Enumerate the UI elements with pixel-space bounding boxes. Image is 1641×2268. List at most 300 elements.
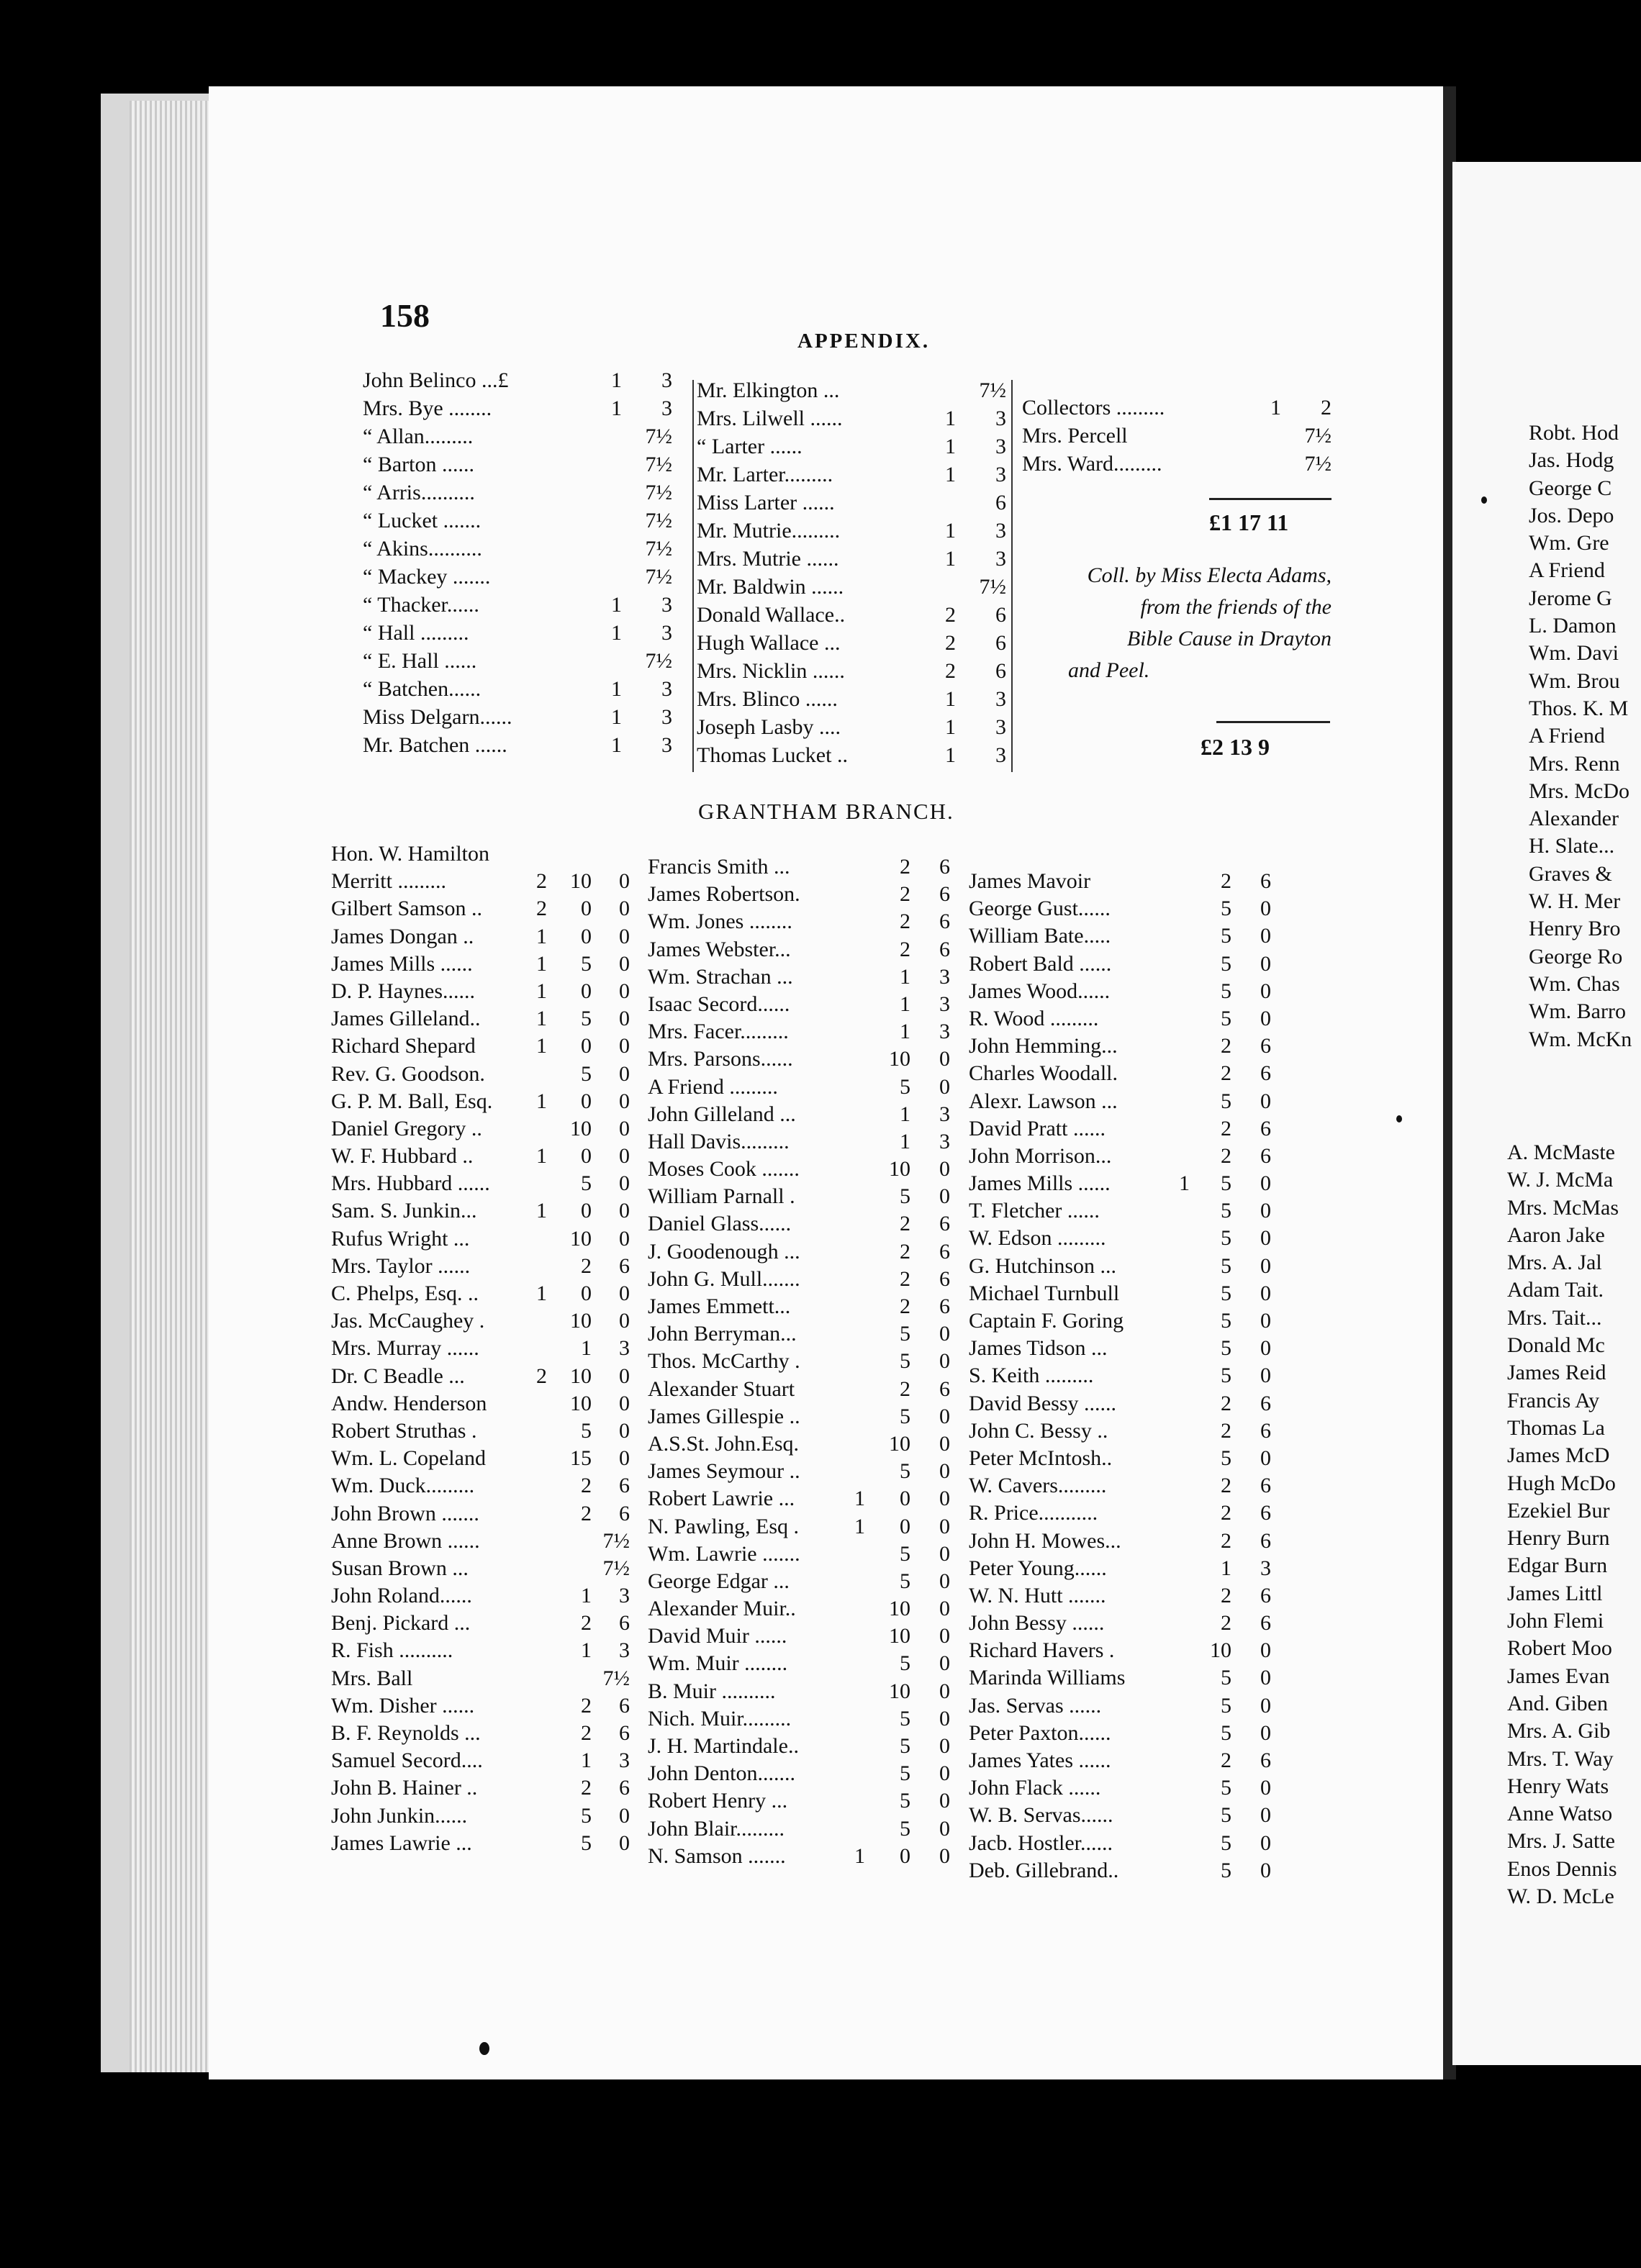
shillings-value: 1	[611, 396, 622, 420]
facing-entry: A. McMaste	[1507, 1140, 1615, 1164]
pence-value: 7½	[602, 1666, 630, 1690]
entry-name: John Denton.......	[648, 1761, 795, 1786]
shillings-value: 5	[581, 1061, 592, 1086]
pence-value: 0	[939, 1761, 950, 1786]
page-header: APPENDIX.	[797, 330, 931, 353]
entry-name: Hugh Wallace ...	[697, 631, 841, 655]
entry-name: David Pratt ......	[969, 1116, 1106, 1140]
facing-entry: Wm. Brou	[1529, 668, 1620, 693]
entry-name: George Gust......	[969, 897, 1111, 921]
pence-value: 6	[939, 1376, 950, 1401]
pence-value: 0	[619, 979, 630, 1003]
shillings-value: 2	[900, 882, 910, 907]
entry-row	[969, 979, 1285, 1007]
shillings-value: 2	[581, 1474, 592, 1498]
pence-value: 0	[1260, 1831, 1271, 1855]
pence-value: 7½	[645, 509, 672, 532]
entry-row	[331, 1336, 633, 1364]
shillings-value: 1	[1270, 396, 1281, 419]
entry-name: James Robertson.	[648, 882, 800, 907]
pence-value: 6	[939, 882, 950, 907]
shillings-value: 2	[1221, 1391, 1231, 1415]
entry-name: James Dongan ..	[331, 924, 474, 948]
facing-entry: Henry Burn	[1507, 1526, 1610, 1551]
pence-value: 0	[939, 1789, 950, 1813]
shillings-value: 5	[900, 1541, 910, 1566]
entry-row	[648, 1130, 950, 1157]
shillings-value: 5	[900, 1184, 910, 1209]
entry-row	[697, 715, 1006, 743]
column-divider	[692, 380, 694, 772]
pence-value: 6	[619, 1474, 630, 1498]
entry-row	[648, 1761, 950, 1789]
top-column-3	[1022, 396, 1339, 480]
pence-value: 0	[939, 1843, 950, 1868]
pence-value: 7½	[645, 565, 672, 589]
shillings-value: 10	[570, 869, 592, 894]
pence-value: 6	[939, 855, 950, 879]
shillings-value: 5	[1221, 1364, 1231, 1388]
subtotal-rule	[1209, 498, 1332, 500]
pence-value: 0	[1260, 951, 1271, 976]
facing-entry: James McD	[1507, 1443, 1610, 1468]
top-column-2	[697, 378, 1006, 771]
pence-value: 6	[995, 631, 1006, 655]
facing-entry: Wm. Chas	[1529, 971, 1620, 996]
shillings-value: 5	[1221, 1171, 1231, 1196]
pence-value: 0	[1260, 1803, 1271, 1828]
facing-entry: Jos. Depo	[1529, 503, 1614, 527]
entry-row	[331, 1062, 633, 1089]
shillings-value: 2	[1221, 1418, 1231, 1443]
entry-name: Mr. Batchen ......	[363, 733, 507, 757]
entry-row	[969, 1034, 1285, 1061]
entry-name: Alexander Stuart	[648, 1376, 795, 1401]
shillings-value: 1	[581, 1638, 592, 1663]
entry-name: Captain F. Goring	[969, 1309, 1124, 1333]
entry-row	[331, 1556, 633, 1584]
entry-row	[331, 1392, 633, 1419]
entry-row	[331, 1117, 633, 1144]
pence-value: 3	[995, 407, 1006, 430]
pence-value: 7½	[1304, 452, 1332, 476]
pence-value: 0	[939, 1514, 950, 1538]
shillings-value: 10	[889, 1047, 910, 1071]
pence-value: 0	[619, 1446, 630, 1471]
entry-name: Merritt .........	[331, 869, 446, 894]
entry-name: Wm. L. Copeland	[331, 1446, 486, 1471]
shillings-value: 2	[1221, 869, 1231, 893]
pence-value: 7½	[979, 378, 1006, 402]
pence-value: 0	[939, 1047, 950, 1071]
entry-name: Alexr. Lawson ...	[969, 1089, 1118, 1113]
entry-row	[331, 1309, 633, 1336]
entry-row	[648, 1432, 950, 1459]
shillings-value: 5	[900, 1761, 910, 1786]
entry-row	[697, 659, 1006, 687]
entry-name: James Tidson ...	[969, 1336, 1108, 1361]
entry-row	[331, 1282, 633, 1309]
facing-entry: Edgar Burn	[1507, 1553, 1608, 1578]
pence-value: 0	[619, 1116, 630, 1140]
pence-value: 2	[1321, 396, 1332, 419]
pence-value: 0	[939, 1184, 950, 1209]
pounds-value: 1	[536, 1034, 547, 1058]
facing-entry: Wm. Gre	[1529, 531, 1609, 555]
pence-value: 0	[619, 1282, 630, 1305]
facing-entry: Francis Ay	[1507, 1388, 1600, 1412]
entry-name: W. N. Hutt .......	[969, 1583, 1106, 1607]
shillings-value: 5	[1221, 1720, 1231, 1745]
pence-value: 0	[619, 1831, 630, 1855]
ink-spot	[1396, 1115, 1402, 1122]
shillings-value: 1	[945, 463, 956, 486]
pence-value: 6	[1260, 1418, 1271, 1443]
shillings-value: 5	[1221, 1446, 1231, 1470]
entry-row	[648, 965, 950, 992]
entry-name: Mrs. Facer.........	[648, 1020, 789, 1044]
pounds-value: 1	[536, 1199, 547, 1223]
facing-entry: Thomas La	[1507, 1415, 1605, 1440]
entry-row	[648, 1102, 950, 1130]
shillings-value: 10	[889, 1597, 910, 1621]
entry-row	[331, 1666, 633, 1694]
shillings-value: 0	[900, 1514, 910, 1538]
shillings-value: 10	[570, 1364, 592, 1388]
entry-row	[648, 1569, 950, 1597]
pence-value: 3	[995, 687, 1006, 711]
pence-value: 3	[661, 593, 672, 617]
shillings-value: 5	[1221, 1253, 1231, 1278]
pence-value: 6	[1260, 1061, 1271, 1086]
shillings-value: 10	[570, 1309, 592, 1333]
entry-name: Wm. Muir ........	[648, 1651, 788, 1676]
shillings-value: 1	[945, 547, 956, 571]
entry-name: Mrs. Bye ........	[363, 396, 492, 420]
pence-value: 7½	[1304, 424, 1332, 448]
shillings-value: 10	[570, 1226, 592, 1251]
shillings-value: 0	[581, 979, 592, 1003]
shillings-value: 2	[900, 1212, 910, 1236]
pence-value: 6	[1260, 1501, 1271, 1525]
entry-name: John Hemming...	[969, 1034, 1118, 1058]
facing-entry: H. Slate...	[1529, 834, 1615, 858]
pence-value: 6	[619, 1721, 630, 1745]
entry-row	[331, 1502, 633, 1529]
shillings-value: 2	[1221, 1116, 1231, 1140]
facing-entry: Mrs. A. Gib	[1507, 1719, 1611, 1743]
top-column-1	[363, 368, 672, 761]
entry-row	[363, 649, 672, 677]
entry-row	[648, 1624, 950, 1651]
entry-row	[648, 1322, 950, 1349]
shillings-value: 2	[1221, 1474, 1231, 1498]
entry-name: N. Samson .......	[648, 1843, 786, 1868]
pence-value: 0	[939, 1349, 950, 1374]
entry-row	[648, 938, 950, 965]
grantham-column-2	[648, 855, 950, 1872]
shillings-value: 1	[611, 705, 622, 729]
facing-entry: Mrs. T. Way	[1507, 1746, 1614, 1771]
pence-value: 3	[995, 547, 1006, 571]
pounds-value: 1	[1179, 1171, 1190, 1196]
entry-row	[363, 621, 672, 649]
entry-name: Gilbert Samson ..	[331, 897, 482, 921]
shillings-value: 1	[945, 435, 956, 458]
entry-name: “ Hall .........	[363, 621, 469, 645]
pence-value: 0	[939, 1597, 950, 1621]
entry-row	[331, 1144, 633, 1171]
entry-name: David Muir ......	[648, 1624, 787, 1648]
entry-row	[648, 1515, 950, 1542]
shillings-value: 5	[581, 1803, 592, 1828]
entry-name: Samuel Secord....	[331, 1748, 483, 1773]
shillings-value: 2	[900, 1239, 910, 1264]
entry-name: J. H. Martindale..	[648, 1734, 799, 1758]
entry-name: “ Allan.........	[363, 425, 474, 448]
entry-name: A.S.St. John.Esq.	[648, 1431, 800, 1456]
entry-row	[969, 1721, 1285, 1748]
shillings-value: 10	[889, 1624, 910, 1648]
pounds-value: 2	[536, 869, 547, 894]
shillings-value: 10	[889, 1431, 910, 1456]
facing-page-block-2	[1507, 1140, 1619, 1912]
entry-name: Rev. G. Goodson.	[331, 1061, 485, 1086]
entry-name: C. Phelps, Esq. ..	[331, 1282, 479, 1305]
entry-name: Michael Turnbull	[969, 1281, 1120, 1305]
facing-entry: Anne Watso	[1507, 1802, 1613, 1826]
shillings-value: 5	[1221, 1006, 1231, 1030]
entry-name: Sam. S. Junkin...	[331, 1199, 477, 1223]
pence-value: 3	[619, 1748, 630, 1773]
shillings-value: 5	[581, 1171, 592, 1196]
entry-row	[697, 575, 1006, 603]
entry-row	[969, 1556, 1285, 1584]
entry-row	[648, 1294, 950, 1322]
pence-value: 6	[1260, 1391, 1271, 1415]
entry-row	[363, 368, 672, 396]
entry-row	[648, 1487, 950, 1514]
collection-total: £2 13 9	[1201, 734, 1270, 760]
shillings-value: 0	[581, 1034, 592, 1058]
shillings-value: 5	[1221, 1858, 1231, 1882]
entry-name: Mrs. Parsons......	[648, 1047, 793, 1071]
entry-name: Miss Larter ......	[697, 491, 835, 514]
entry-name: James Seymour ..	[648, 1459, 800, 1484]
entry-name: Daniel Gregory ..	[331, 1116, 482, 1140]
note-line: Coll. by Miss Electa Adams,	[1087, 563, 1332, 587]
entry-row	[1022, 424, 1339, 452]
shillings-value: 1	[581, 1336, 592, 1361]
facing-entry: Graves &	[1529, 861, 1612, 886]
entry-row	[648, 910, 950, 937]
entry-row	[331, 1007, 633, 1034]
entry-row	[363, 396, 672, 425]
facing-entry: John Flemi	[1507, 1609, 1604, 1633]
shillings-value: 10	[889, 1679, 910, 1703]
entry-name: Deb. Gillebrand..	[969, 1858, 1119, 1882]
entry-row	[648, 855, 950, 882]
pence-value: 7½	[645, 425, 672, 448]
entry-name: D. P. Haynes......	[331, 979, 475, 1003]
shillings-value: 5	[1221, 1309, 1231, 1333]
shillings-value: 1	[945, 407, 956, 430]
entry-row	[331, 1831, 633, 1859]
pence-value: 0	[1260, 1364, 1271, 1388]
entry-row	[969, 1803, 1285, 1831]
entry-name: Susan Brown ...	[331, 1556, 469, 1580]
shillings-value: 0	[581, 1282, 592, 1305]
entry-name: Collectors .........	[1022, 396, 1165, 419]
subtotal: £1 17 11	[1209, 509, 1289, 535]
shillings-value: 5	[900, 1459, 910, 1484]
pence-value: 0	[939, 1157, 950, 1181]
pence-value: 6	[619, 1501, 630, 1525]
entry-name: Mrs. Murray ......	[331, 1336, 479, 1361]
entry-name: Thos. McCarthy .	[648, 1349, 800, 1374]
entry-name: Jas. McCaughey .	[331, 1309, 485, 1333]
pounds-value: 2	[536, 897, 547, 921]
pence-value: 0	[619, 1364, 630, 1388]
pence-value: 0	[1260, 1281, 1271, 1305]
entry-name: John B. Hainer ..	[331, 1776, 478, 1800]
pence-value: 0	[619, 1391, 630, 1415]
entry-name: Wm. Jones ........	[648, 910, 792, 934]
entry-name: G. P. M. Ball, Esq.	[331, 1089, 493, 1113]
pounds-value: 1	[536, 951, 547, 976]
entry-row	[331, 1694, 633, 1721]
entry-row	[969, 1419, 1285, 1446]
entry-row	[648, 1459, 950, 1487]
pence-value: 3	[661, 677, 672, 701]
entry-name: Robert Lawrie ...	[648, 1487, 795, 1511]
entry-row	[969, 1254, 1285, 1282]
entry-name: Mr. Elkington ...	[697, 378, 840, 402]
pounds-value: 2	[536, 1364, 547, 1388]
pence-value: 3	[995, 715, 1006, 739]
shillings-value: 5	[900, 1349, 910, 1374]
entry-row	[969, 1007, 1285, 1034]
pence-value: 6	[939, 1212, 950, 1236]
facing-entry: Mrs. Tait...	[1507, 1305, 1602, 1330]
entry-row	[969, 1199, 1285, 1226]
pence-value: 6	[619, 1253, 630, 1278]
shillings-value: 1	[611, 677, 622, 701]
entry-name: A Friend .........	[648, 1074, 778, 1099]
pounds-value: 1	[536, 924, 547, 948]
entry-row	[969, 1171, 1285, 1199]
pence-value: 0	[939, 1459, 950, 1484]
shillings-value: 0	[581, 924, 592, 948]
entry-name: Wm. Disher ......	[331, 1693, 475, 1718]
ink-spot	[1481, 496, 1487, 504]
entry-name: Hon. W. Hamilton	[331, 842, 490, 866]
pence-value: 6	[939, 937, 950, 961]
entry-row	[969, 1859, 1285, 1886]
facing-entry: A Friend	[1529, 558, 1605, 583]
entry-name: N. Pawling, Esq .	[648, 1514, 799, 1538]
entry-row	[331, 869, 633, 897]
pence-value: 0	[939, 1322, 950, 1346]
entry-name: Wm. Strachan ...	[648, 964, 793, 989]
shillings-value: 15	[570, 1446, 592, 1471]
page-number: 158	[380, 297, 430, 334]
entry-row	[363, 705, 672, 733]
pence-value: 6	[995, 659, 1006, 683]
entry-row	[697, 435, 1006, 463]
facing-entry: Thos. K. M	[1529, 696, 1629, 720]
pounds-value: 1	[854, 1514, 865, 1538]
entry-row	[331, 1034, 633, 1061]
pence-value: 0	[619, 1034, 630, 1058]
entry-name: Mrs. Hubbard ......	[331, 1171, 490, 1196]
shillings-value: 5	[581, 1418, 592, 1443]
shillings-value: 10	[570, 1116, 592, 1140]
pence-value: 3	[619, 1336, 630, 1361]
pence-value: 3	[619, 1638, 630, 1663]
shillings-value: 0	[900, 1843, 910, 1868]
entry-row	[969, 924, 1285, 951]
entry-name: James Gilleland..	[331, 1007, 481, 1031]
section-title: GRANTHAM BRANCH.	[698, 799, 954, 824]
entry-name: W. B. Servas......	[969, 1803, 1113, 1828]
entry-row	[331, 1638, 633, 1666]
entry-name: W. Cavers.........	[969, 1474, 1107, 1498]
entry-name: Andw. Henderson	[331, 1391, 487, 1415]
facing-entry: And. Giben	[1507, 1691, 1608, 1715]
entry-name: Robert Henry ...	[648, 1789, 788, 1813]
pounds-value: 1	[536, 1282, 547, 1305]
entry-name: Mrs. Lilwell ......	[697, 407, 843, 430]
shillings-value: 5	[900, 1734, 910, 1758]
entry-row	[969, 1638, 1285, 1666]
entry-name: James Wood......	[969, 979, 1111, 1003]
entry-name: W. Edson .........	[969, 1226, 1106, 1251]
entry-row	[331, 897, 633, 924]
shillings-value: 2	[945, 603, 956, 627]
entry-row	[363, 677, 672, 705]
entry-name: James Yates ......	[969, 1748, 1111, 1772]
grantham-column-3	[969, 869, 1285, 1886]
entry-row	[331, 1254, 633, 1282]
entry-row	[697, 491, 1006, 519]
shillings-value: 5	[900, 1074, 910, 1099]
pence-value: 6	[939, 910, 950, 934]
facing-entry: George Ro	[1529, 944, 1623, 969]
shillings-value: 1	[611, 593, 622, 617]
entry-row	[648, 1542, 950, 1569]
facing-entry: Donald Mc	[1507, 1333, 1605, 1358]
shillings-value: 5	[581, 1831, 592, 1855]
entry-name: William Bate.....	[969, 924, 1111, 948]
entry-row	[969, 1694, 1285, 1721]
pence-value: 0	[939, 1734, 950, 1758]
entry-row	[697, 631, 1006, 659]
pence-value: 0	[939, 1706, 950, 1731]
shillings-value: 5	[581, 951, 592, 976]
facing-entry: Ezekiel Bur	[1507, 1498, 1610, 1523]
entry-row	[363, 481, 672, 509]
entry-name: Jas. Servas ......	[969, 1693, 1102, 1718]
entry-row	[648, 1597, 950, 1624]
shillings-value: 2	[900, 937, 910, 961]
pence-value: 0	[1260, 1199, 1271, 1223]
entry-name: Hall Davis.........	[648, 1129, 790, 1153]
shillings-value: 2	[1221, 1143, 1231, 1168]
shillings-value: 2	[581, 1253, 592, 1278]
book-page-stack	[130, 101, 216, 2072]
entry-name: Robert Bald ......	[969, 951, 1112, 976]
